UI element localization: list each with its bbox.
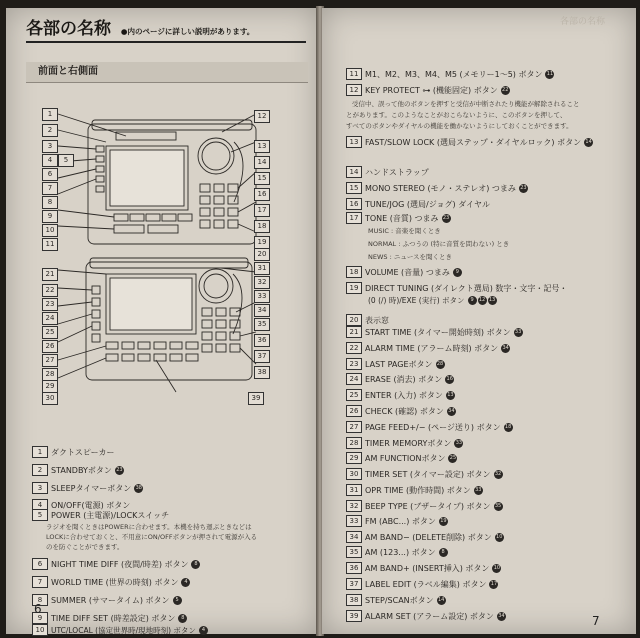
legend-item-number: 21 xyxy=(346,326,362,338)
legend-item xyxy=(346,546,448,558)
item5-note-line1: ラジオを聞くときはPOWERに合わせます。本機を持ち運ぶときなどは xyxy=(46,523,252,531)
legend-item xyxy=(346,166,429,178)
legend-item xyxy=(346,314,389,326)
page-ref-icon: 10 xyxy=(496,533,503,540)
legend-item-label: M1、M2、M3、M4、M5 (メモリー1〜5) ボタン xyxy=(365,69,543,79)
legend-item-label: BEEP TYPE (ブザータイプ) ボタン xyxy=(365,501,491,511)
legend-item-label: MONO STEREO (モノ・ステレオ) つまみ xyxy=(365,183,516,193)
legend-item-number: 9 xyxy=(32,612,48,624)
item17-sub-news: NEWS : ニュースを聞くとき xyxy=(368,253,453,261)
page-ref-icon: 9 xyxy=(453,268,462,277)
legend-item-number: 23 xyxy=(346,358,362,370)
legend-item xyxy=(346,212,451,224)
page-ref-icon: 28 xyxy=(436,360,444,367)
legend-item-number: 38 xyxy=(346,594,362,606)
legend-item-number: 4 xyxy=(32,499,48,511)
legend-item-number: 16 xyxy=(346,198,362,210)
callout-33: 33 xyxy=(254,290,270,303)
legend-item-label: DIRECT TUNING (ダイレクト選局) 数字・文字・記号・ xyxy=(365,283,568,293)
legend-item-number: 22 xyxy=(346,342,362,354)
item12-note-line3: すべてのボタンやダイヤルの機能を働かないようにしておくことができます。 xyxy=(346,122,573,130)
callout-2: 2 xyxy=(42,124,58,137)
page-number-left: 6 xyxy=(34,602,42,616)
callout-24: 24 xyxy=(42,312,58,325)
callout-10: 10 xyxy=(42,224,58,237)
legend-item-number: 13 xyxy=(346,136,362,148)
legend-item-label: SUMMER (サマータイム) ボタン xyxy=(51,595,170,605)
page-ref-icon: 34 xyxy=(502,344,509,351)
legend-item xyxy=(32,558,200,570)
callout-12: 12 xyxy=(254,110,270,123)
legend-item-number: 1 xyxy=(32,446,48,458)
page-ref-icon: 4 xyxy=(181,578,190,587)
legend-item-number: 34 xyxy=(346,531,362,543)
legend-item-label: 表示窓 xyxy=(365,315,389,325)
page-ref-icon: 23 xyxy=(116,466,123,473)
callout-37: 37 xyxy=(254,350,270,363)
legend-item xyxy=(346,326,523,338)
callout-17: 17 xyxy=(254,204,270,217)
page-ref-icon: 12 xyxy=(478,297,486,303)
legend-item-number: 39 xyxy=(346,610,362,622)
legend-item-number: 29 xyxy=(346,452,362,464)
callout-20: 20 xyxy=(254,248,270,261)
legend-item-label: AM BAND− (DELETE削除) ボタン xyxy=(365,532,492,542)
item19-subline-text: (0 (/) 時)/EXE (実行) ボタン xyxy=(368,296,465,305)
legend-item xyxy=(346,500,503,512)
callout-18: 18 xyxy=(254,220,270,233)
callout-21: 21 xyxy=(42,268,58,281)
legend-item-label: AM FUNCTIONボタン xyxy=(365,453,446,463)
legend-item xyxy=(346,68,554,80)
callout-7: 7 xyxy=(42,182,58,195)
page-ref-icon: 34 xyxy=(498,612,505,619)
legend-item-number: 15 xyxy=(346,182,362,194)
legend-item xyxy=(346,515,448,527)
legend-item xyxy=(32,612,187,624)
legend-item-number: 10 xyxy=(32,624,48,636)
legend-item-number: 19 xyxy=(346,282,362,294)
legend-item-number: 8 xyxy=(32,594,48,606)
legend-item xyxy=(346,282,567,294)
legend-item-label: KEY PROTECT ⊶ (機能固定) ボタン xyxy=(365,85,498,95)
legend-item-label: OPR TIME (動作時間) ボタン xyxy=(365,485,471,495)
page-ref-icon: 14 xyxy=(585,138,592,145)
legend-item-label: NIGHT TIME DIFF (夜間/時差) ボタン xyxy=(51,559,189,569)
legend-item-label: VOLUME (音量) つまみ xyxy=(365,267,450,277)
page-ref-icon: 11 xyxy=(546,70,554,77)
legend-item xyxy=(346,198,490,210)
legend-item-label: CHECK (確認) ボタン xyxy=(365,406,444,416)
legend-item-label: SLEEPタイマーボタン xyxy=(51,483,132,493)
legend-item xyxy=(346,266,462,278)
legend-item xyxy=(346,531,504,543)
legend-item-label: START TIME (タイマー開始時刻) ボタン xyxy=(365,327,511,337)
legend-item-label: ALARM TIME (アラーム時刻) ボタン xyxy=(365,343,499,353)
page-ref-icon: 4 xyxy=(199,626,208,635)
legend-item-number: 24 xyxy=(346,373,362,385)
legend-item-label: STEP/SCANボタン xyxy=(365,595,434,605)
legend-item xyxy=(32,624,208,636)
item12-note-line1: 受信中、誤って他のボタンを押すと受信が中断されたり機能が解除されること xyxy=(352,100,580,108)
legend-item-label: TONE (音質) つまみ xyxy=(365,213,439,223)
legend-item-number: 3 xyxy=(32,482,48,494)
callout-35: 35 xyxy=(254,318,270,331)
legend-item-number: 36 xyxy=(346,562,362,574)
legend-item xyxy=(346,342,510,354)
page-ref-icon: 33 xyxy=(455,439,463,446)
section-heading: 前面と右側面 xyxy=(26,62,308,83)
legend-item-label: UTC/LOCAL (協定世界時/現地時刻) ボタン xyxy=(51,625,196,635)
legend-item xyxy=(346,405,456,417)
page-ref-icon: 5 xyxy=(173,596,182,605)
callout-1: 1 xyxy=(42,108,58,121)
page-ref-icon: 23 xyxy=(520,184,527,191)
callout-31: 31 xyxy=(254,262,270,275)
callout-34: 34 xyxy=(254,304,270,317)
callout-4: 4 xyxy=(42,154,58,167)
page-ref-icon: 16 xyxy=(446,375,453,382)
callout-38: 38 xyxy=(254,366,270,379)
legend-item xyxy=(346,182,528,194)
legend-item-label: ハンドストラップ xyxy=(365,167,429,177)
page-ref-icon: 33 xyxy=(475,486,482,493)
legend-item-label: FM (ABC...) ボタン xyxy=(365,516,436,526)
legend-item-number: 32 xyxy=(346,500,362,512)
page-ref-icon: 18 xyxy=(504,423,512,430)
legend-item-number: 31 xyxy=(346,484,362,496)
callout-28: 28 xyxy=(42,368,58,381)
page-ref-icon: 32 xyxy=(494,470,502,477)
callout-27: 27 xyxy=(42,354,58,367)
item17-sub-normal: NORMAL : ふつうの (特に音質を問わない) とき xyxy=(368,240,510,248)
page-ref-icon: 33 xyxy=(514,328,522,335)
callout-32: 32 xyxy=(254,276,270,289)
item12-note-line2: とがあります。このようなことがおこらないように、このボタンを押して、 xyxy=(346,111,567,119)
legend-item xyxy=(32,509,169,521)
legend-item-label: AM (123...) ボタン xyxy=(365,547,436,557)
legend-item-label: FAST/SLOW LOCK (選局ステップ・ダイヤルロック) ボタン xyxy=(365,137,582,147)
page-ref-icon: 23 xyxy=(442,214,450,221)
page-ref-icon: 25 xyxy=(449,454,457,461)
radio-diagram xyxy=(26,102,286,414)
legend-item xyxy=(346,421,513,433)
legend-item xyxy=(346,389,455,401)
page-ref-icon: 13 xyxy=(488,297,496,303)
page-ref-icon: 38 xyxy=(135,484,142,491)
legend-item-label: WORLD TIME (世界の時刻) ボタン xyxy=(51,577,179,587)
page-ref-icon: 8 xyxy=(178,614,187,623)
legend-item-number: 37 xyxy=(346,578,362,590)
callout-26: 26 xyxy=(42,340,58,353)
legend-item-label: LAST PAGEボタン xyxy=(365,359,433,369)
page-ref-icon: 35 xyxy=(494,502,502,509)
page-number-right: 7 xyxy=(592,614,600,628)
page-ref-icon: 34 xyxy=(448,407,455,414)
callout-30: 30 xyxy=(42,392,58,405)
legend-item xyxy=(32,594,182,606)
legend-item xyxy=(32,482,143,494)
legend-item-number: 35 xyxy=(346,546,362,558)
legend-item-label: ON/OFF(電源) ボタン xyxy=(51,500,131,510)
legend-item xyxy=(346,594,446,606)
item19-subline xyxy=(368,295,497,306)
legend-item xyxy=(346,484,483,496)
legend-item-number: 12 xyxy=(346,84,362,96)
legend-item xyxy=(346,84,510,96)
legend-item xyxy=(32,576,190,588)
legend-item xyxy=(32,446,114,458)
callout-16: 16 xyxy=(254,188,270,201)
page-title-note: ●内のページに詳しい説明があります。 xyxy=(120,27,255,36)
callout-15: 15 xyxy=(254,172,270,185)
legend-item-label: ダクトスピーカー xyxy=(51,447,115,457)
legend-item-number: 7 xyxy=(32,576,48,588)
legend-item-number: 26 xyxy=(346,405,362,417)
callout-13: 13 xyxy=(254,140,270,153)
legend-item-number: 5 xyxy=(32,509,48,521)
item17-sub-music: MUSIC : 音楽を聞くとき xyxy=(368,227,441,235)
legend-item-label: ENTER (入力) ボタン xyxy=(365,390,443,400)
callout-36: 36 xyxy=(254,334,270,347)
radio-side-illustration xyxy=(58,258,256,392)
callout-8: 8 xyxy=(42,196,58,209)
radio-front-illustration xyxy=(58,114,256,244)
legend-item-label: PAGE FEED+/− (ページ送り) ボタン xyxy=(365,422,501,432)
legend-item-label: ALARM SET (アラーム設定) ボタン xyxy=(365,611,494,621)
legend-item-number: 25 xyxy=(346,389,362,401)
callout-22: 22 xyxy=(42,284,58,297)
legend-item-label: AM BAND+ (INSERT挿入) ボタン xyxy=(365,563,490,573)
legend-item xyxy=(346,136,593,148)
legend-item xyxy=(346,562,501,574)
header-ghost: 各部の名称 xyxy=(560,17,606,27)
legend-item-label: ERASE (消去) ボタン xyxy=(365,374,443,384)
legend-item-number: 30 xyxy=(346,468,362,480)
legend-item-label: LABEL EDIT (ラベル編集) ボタン xyxy=(365,579,487,589)
callout-19: 19 xyxy=(254,236,270,249)
legend-item xyxy=(32,464,124,476)
legend-item-number: 11 xyxy=(346,68,362,80)
page-ref-icon: 8 xyxy=(191,560,200,569)
callout-25: 25 xyxy=(42,326,58,339)
legend-item-number: 14 xyxy=(346,166,362,178)
legend-item-number: 33 xyxy=(346,515,362,527)
legend-item xyxy=(346,358,445,370)
page-title-text: 各部の名称 xyxy=(26,19,111,39)
callout-6: 6 xyxy=(42,168,58,181)
item5-note-line3: のを防ぐことができます。 xyxy=(46,543,124,551)
legend-item xyxy=(346,468,503,480)
legend-item xyxy=(346,437,463,449)
legend-item-label: TUNE/JOG (選局/ジョグ) ダイヤル xyxy=(365,199,490,209)
legend-item xyxy=(346,578,498,590)
legend-item-number: 28 xyxy=(346,437,362,449)
legend-item-number: 2 xyxy=(32,464,48,476)
item5-note-line2: LOCKに合わせておくと、不用意にON/OFFボタンが押されて電源が入る xyxy=(46,533,258,541)
legend-item-label: TIME DIFF SET (時差設定) ボタン xyxy=(51,613,176,623)
legend-item-label: STANDBYボタン xyxy=(51,465,112,475)
callout-9: 9 xyxy=(42,210,58,223)
legend-item-label: TIMER SET (タイマー設定) ボタン xyxy=(365,469,491,479)
page-ref-icon: 9 xyxy=(468,296,477,305)
callout-14: 14 xyxy=(254,156,270,169)
legend-item xyxy=(346,610,506,622)
legend-item-number: 27 xyxy=(346,421,362,433)
callout-29: 29 xyxy=(42,380,58,393)
page-ref-icon: 13 xyxy=(447,391,454,398)
page-ref-icon: 22 xyxy=(502,86,509,93)
legend-item-label: POWER (主電源)/LOCKスイッチ xyxy=(51,510,170,520)
page-title xyxy=(26,14,306,43)
legend-item xyxy=(346,373,454,385)
page-ref-icon: 14 xyxy=(437,596,445,603)
callout-5: 5 xyxy=(58,154,74,167)
callout-23: 23 xyxy=(42,298,58,311)
legend-item-number: 18 xyxy=(346,266,362,278)
legend-item-number: 6 xyxy=(32,558,48,570)
page-ref-icon: 10 xyxy=(493,564,501,571)
page-ref-icon: 19 xyxy=(440,517,447,524)
legend-item-label: TIMER MEMORYボタン xyxy=(365,438,452,448)
callout-11: 11 xyxy=(42,238,58,251)
callout-3: 3 xyxy=(42,140,58,153)
legend-item-number: 20 xyxy=(346,314,362,326)
callout-39: 39 xyxy=(248,392,264,405)
legend-item xyxy=(346,452,457,464)
legend-item-number: 17 xyxy=(346,212,362,224)
page-ref-icon: 8 xyxy=(439,548,448,557)
page-ref-icon: 17 xyxy=(490,580,498,587)
